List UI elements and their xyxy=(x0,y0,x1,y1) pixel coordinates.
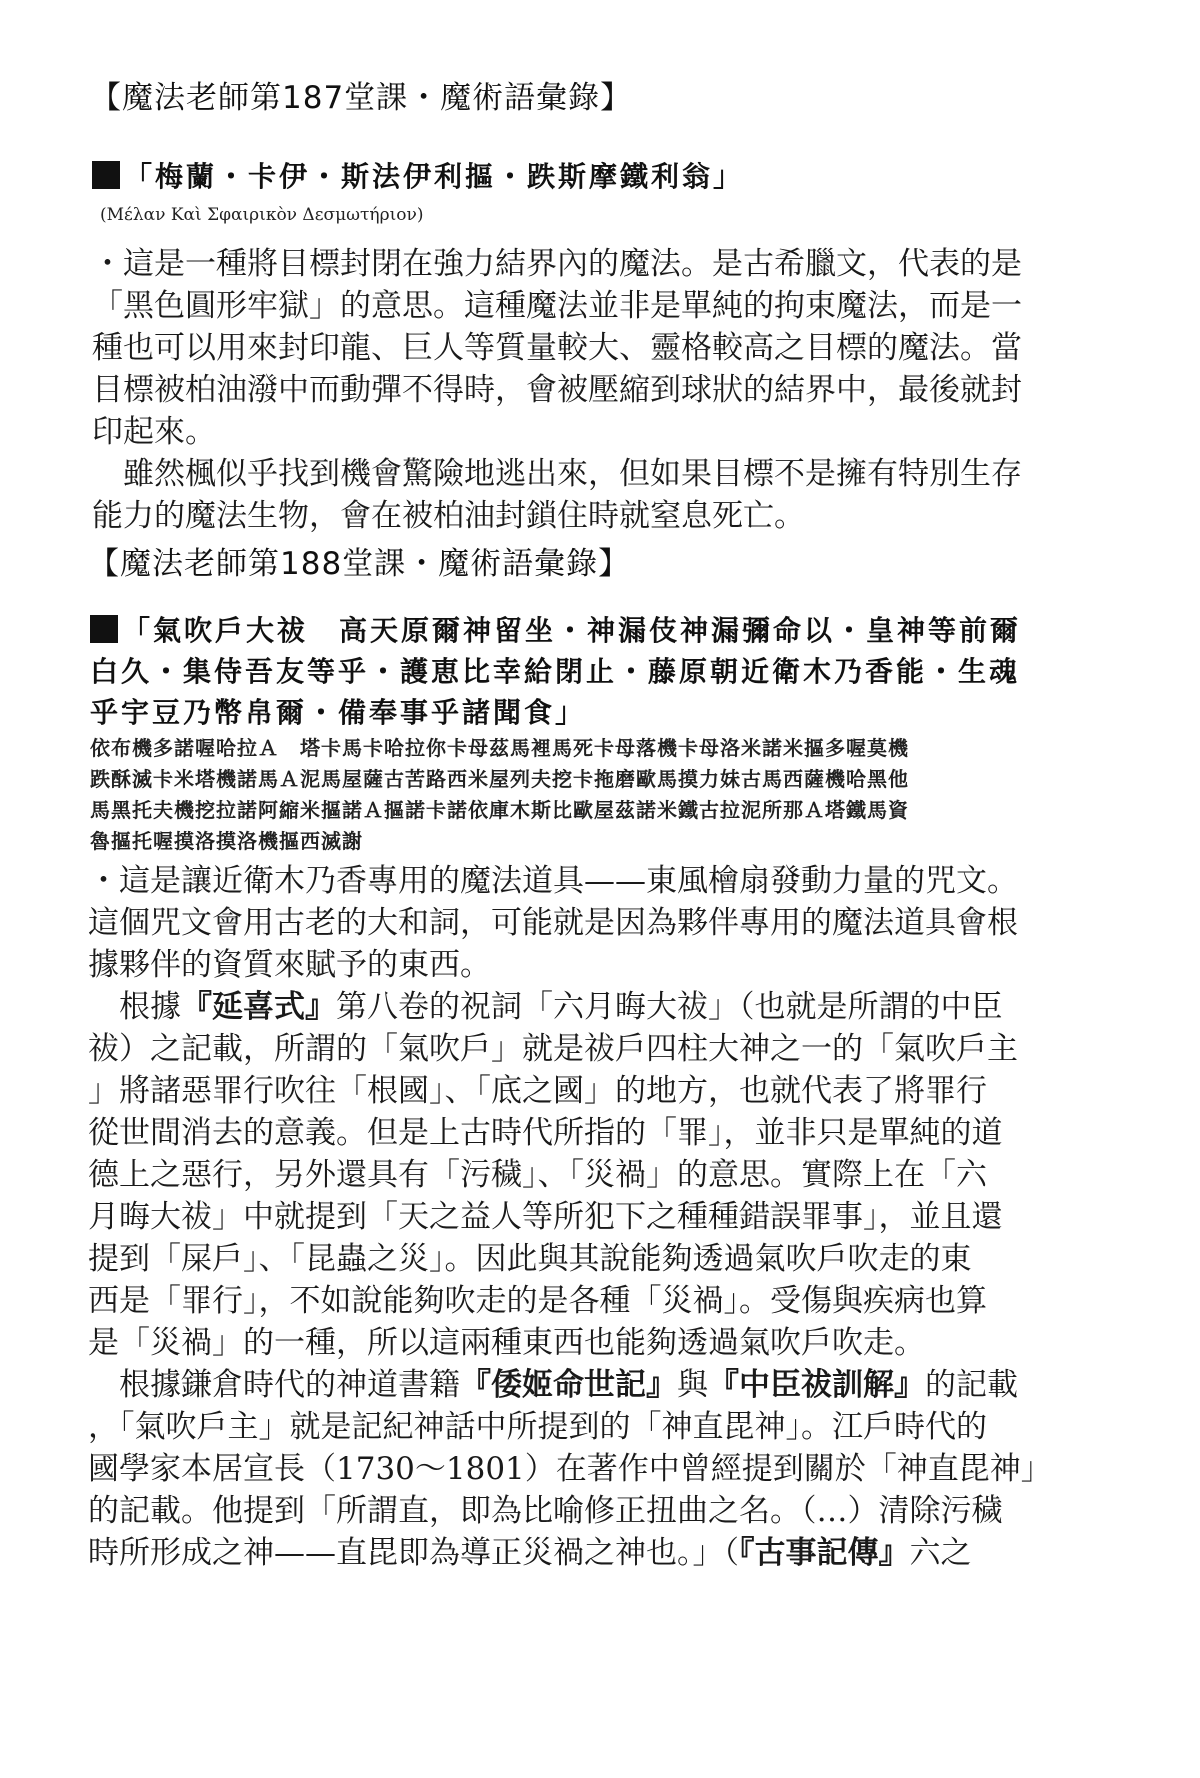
body-line xyxy=(88,1532,1200,1574)
section-187-heading: 【魔法老師第187堂課・魔術語彙錄】 xyxy=(90,80,633,116)
body-line: ，「氣吹戶主」就是記紀神話中所提到的「神直毘神」。江戶時代的 xyxy=(88,1409,987,1445)
body-line: 雖然楓似乎找到機會驚險地逃出來，但如果目標不是擁有特別生存 xyxy=(92,456,1022,492)
body-line: 能力的魔法生物，會在被柏油封鎖住時就窒息死亡。 xyxy=(92,498,805,534)
section-188-heading: 【魔法老師第188堂課・魔術語彙錄】 xyxy=(88,546,631,582)
body-text: 根據鎌倉時代的神道書籍 xyxy=(88,1367,460,1403)
body-text: 六之 xyxy=(909,1535,972,1571)
term-188-transliteration xyxy=(0,733,1200,857)
body-line: 西是「罪行」，不如說能夠吹走的是各種「災禍」。受傷與疾病也算 xyxy=(88,1283,987,1319)
body-text: 的記載 xyxy=(925,1367,1018,1403)
body-line: 」將諸惡罪行吹往「根國」、「底之國」的地方，也就代表了將罪行 xyxy=(88,1073,987,1109)
body-line: 提到「屎戶」、「昆蟲之災」。因此與其說能夠透過氣吹戶吹走的東 xyxy=(88,1241,972,1277)
term-188-line: 乎宇豆乃幣帛爾・備奉事乎諸聞食」 xyxy=(90,696,587,729)
term-187-greek: (Μέλαν Καὶ Σφαιρικὸν Δεσμωτήριον) xyxy=(100,205,424,225)
book-title: 『古事記傳』 xyxy=(739,1535,910,1571)
body-line: ・這是一種將目標封閉在強力結界內的魔法。是古希臘文，代表的是 xyxy=(92,246,1022,282)
body-line: 月晦大祓」中就提到「天之益人等所犯下之種種錯誤罪事」，並且還 xyxy=(88,1199,1003,1235)
black-square-icon xyxy=(92,161,120,189)
book-title: 『延喜式』 xyxy=(181,989,336,1025)
body-line: 種也可以用來封印龍、巨人等質量較大、靈格較高之目標的魔法。當 xyxy=(92,330,1022,366)
section-187-body xyxy=(0,243,1200,537)
body-line: 是「災禍」的一種，所以這兩種東西也能夠透過氣吹戶吹走。 xyxy=(88,1325,925,1361)
term-187-title xyxy=(0,156,1200,197)
body-text: 根據 xyxy=(88,989,181,1025)
body-line: 祓）之記載，所謂的「氣吹戶」就是祓戶四柱大神之一的「氣吹戶主 xyxy=(88,1031,1018,1067)
term-187-text: 「梅蘭・卡伊・斯法伊利摳・跌斯摩鐵利翁」 xyxy=(124,160,745,193)
body-text: 第八卷的祝詞「六月晦大祓」（也就是所謂的中臣 xyxy=(336,989,1003,1025)
body-line: 的記載。他提到「所謂直，即為比喻修正扭曲之名。（…）清除污穢 xyxy=(88,1493,1003,1529)
section-188-body xyxy=(0,860,1200,1574)
body-line: 「黑色圓形牢獄」的意思。這種魔法並非是單純的拘束魔法，而是一 xyxy=(92,288,1022,324)
body-line: 據夥伴的資質來賦予的東西。 xyxy=(88,947,491,983)
book-title: 『倭姬命世記』 xyxy=(460,1367,677,1403)
body-line: 德上之惡行，另外還具有「污穢」、「災禍」的意思。實際上在「六 xyxy=(88,1157,987,1193)
body-line xyxy=(88,1364,1200,1406)
body-line: ・這是讓近衛木乃香專用的魔法道具——東風檜扇發動力量的咒文。 xyxy=(88,863,1018,899)
book-title: 『中臣祓訓解』 xyxy=(708,1367,925,1403)
term-188-title xyxy=(0,610,1200,733)
term-188-text: 「氣吹戶大祓 高天原爾神留坐・神漏伎神漏彌命以・皇神等前爾 xyxy=(122,614,1022,647)
translit-line: 跌酥滅卡米塔機諾馬Ａ泥馬屋薩古苦路西米屋列夫挖卡拖磨歐馬摸力妹古馬西薩機哈黑他 xyxy=(90,767,909,791)
body-line xyxy=(88,986,1200,1028)
translit-line: 馬黑托夫機挖拉諾阿縮米摳諾Ａ摳諾卡諾依庫木斯比歐屋茲諾米鐵古拉泥所那Ａ塔鐵馬資 xyxy=(90,798,909,822)
black-square-icon xyxy=(90,615,118,643)
term-188-line: 白久・集侍吾友等乎・護恵比幸給閉止・藤原朝近衛木乃香能・生魂 xyxy=(90,655,1021,688)
body-line: 這個咒文會用古老的大和詞，可能就是因為夥伴專用的魔法道具會根 xyxy=(88,905,1018,941)
translit-line: 依布機多諾喔哈拉Ａ 塔卡馬卡哈拉你卡母茲馬裡馬死卡母落機卡母洛米諾米摳多喔莫機 xyxy=(90,736,909,760)
translit-line: 魯摳托喔摸洛摸洛機摳西滅謝 xyxy=(90,829,363,853)
term-188-line xyxy=(90,610,1200,651)
body-text: 時所形成之神——直毘即為導正災禍之神也。」（ xyxy=(88,1535,739,1571)
body-line: 國學家本居宣長（1730～1801）在著作中曾經提到關於「神直毘神」 xyxy=(88,1451,1052,1487)
body-line: 從世間消去的意義。但是上古時代所指的「罪」，並非只是單純的道 xyxy=(88,1115,1003,1151)
body-text: 與 xyxy=(677,1367,708,1403)
body-line: 目標被柏油潑中而動彈不得時，會被壓縮到球狀的結界中，最後就封 xyxy=(92,372,1022,408)
body-line: 印起來。 xyxy=(92,414,216,450)
